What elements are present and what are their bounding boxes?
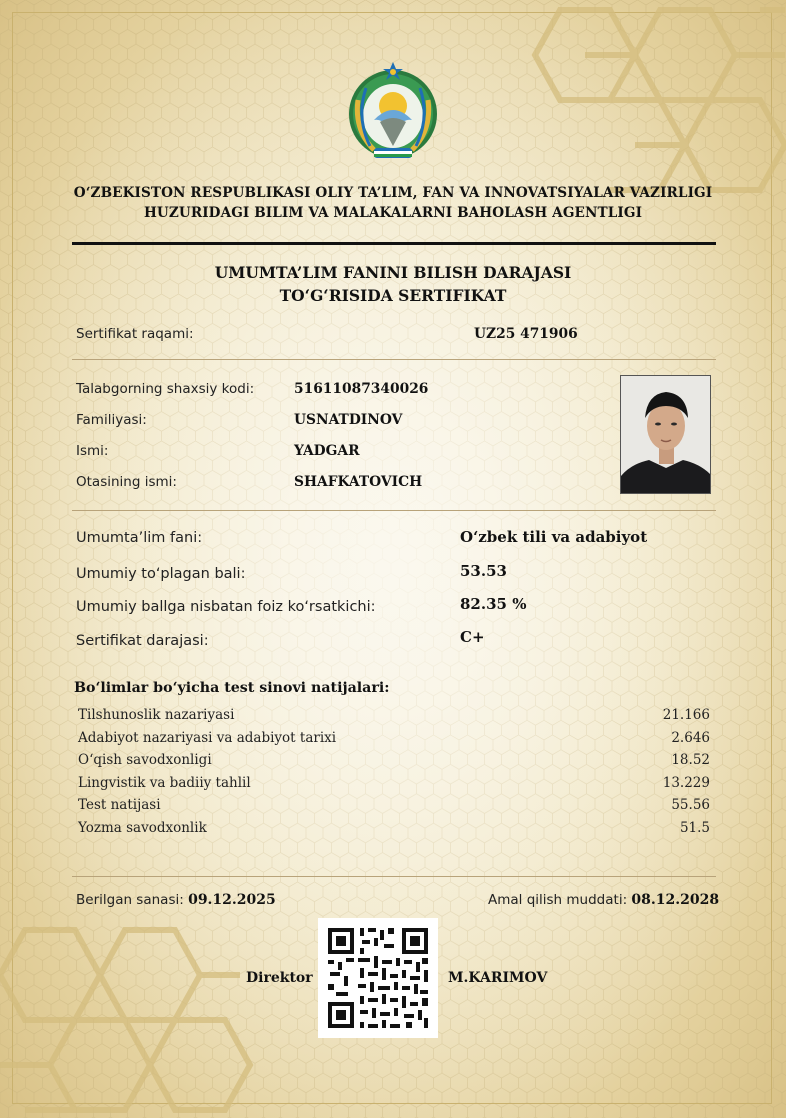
percent-value: 82.35 % (460, 595, 527, 613)
title-line-2: TO‘G‘RISIDA SERTIFIKAT (279, 286, 507, 305)
level-label: Sertifikat darajasi: (76, 633, 209, 649)
section-name: Test natijasi (78, 797, 161, 813)
total-score-label: Umumiy to‘plagan bali: (76, 566, 246, 582)
header-divider (72, 242, 716, 245)
section-score: 13.229 (662, 774, 710, 791)
section-score: 21.166 (662, 707, 710, 723)
issue-date-value: 09.12.2025 (188, 892, 276, 908)
director-name: M.KARIMOV (448, 970, 548, 986)
portrait-photo (620, 375, 711, 494)
subject-label: Umumta’lim fani: (76, 530, 203, 546)
divider-1 (72, 359, 716, 360)
valid-until-label: Amal qilish muddati: (488, 892, 628, 908)
issue-date (76, 892, 276, 908)
section-score: 55.56 (671, 797, 710, 813)
section-row (78, 794, 710, 817)
subject-value: O‘zbek tili va adabiyot (460, 528, 648, 546)
section-row (78, 817, 710, 840)
level-value: C+ (460, 628, 485, 646)
section-score: 51.5 (679, 819, 710, 836)
section-name: O‘qish savodxonligi (78, 752, 212, 768)
ornament-bottom-left (0, 880, 270, 1118)
section-score: 2.646 (671, 729, 710, 746)
ministry-line-1: O‘ZBEKISTON RESPUBLIKASI OLIY TA’LIM, FAN VA INNOVATSIYALAR VAZIRLIGI (73, 185, 713, 201)
surname-label: Familiyasi: (76, 412, 147, 428)
section-name: Tilshunoslik nazariyasi (78, 707, 235, 723)
total-score-value: 53.53 (460, 562, 507, 580)
qr-code-icon[interactable] (318, 918, 438, 1038)
title-line-1: UMUMTA’LIM FANINI BILISH DARAJASI (214, 263, 572, 282)
valid-until-value: 08.12.2028 (631, 892, 720, 908)
section-row (78, 704, 710, 727)
first-name-value: YADGAR (294, 443, 360, 459)
surname-value: USNATDINOV (294, 412, 403, 428)
patronymic-value: SHAFKATOVICH (294, 474, 423, 490)
divider-3 (72, 876, 716, 877)
section-name: Lingvistik va badiiy tahlil (78, 774, 251, 791)
issue-date-label: Berilgan sanasi: (76, 892, 184, 908)
director-label: Direktor (246, 970, 313, 986)
section-results-list (78, 704, 710, 839)
first-name-label: Ismi: (76, 443, 109, 459)
section-row (78, 749, 710, 772)
divider-2 (72, 510, 716, 511)
certificate-number-label: Sertifikat raqami: (76, 326, 194, 342)
state-emblem-icon (344, 60, 442, 164)
section-name: Adabiyot nazariyasi va adabiyot tarixi (78, 729, 337, 746)
section-row (78, 772, 710, 795)
personal-id-label: Talabgorning shaxsiy kodi: (76, 381, 255, 397)
personal-id-value: 51611087340026 (294, 381, 429, 397)
section-score: 18.52 (671, 752, 710, 768)
percent-label: Umumiy ballga nisbatan foiz ko‘rsatkichi: (76, 599, 376, 615)
valid-until (488, 892, 719, 908)
section-row (78, 727, 710, 750)
sections-heading: Bo‘limlar bo‘yicha test sinovi natijalari: (74, 680, 390, 696)
patronymic-label: Otasining ismi: (76, 474, 177, 490)
section-name: Yozma savodxonlik (78, 819, 207, 836)
certificate-number-value: UZ25 471906 (474, 326, 578, 342)
ministry-line-2: HUZURIDAGI BILIM VA MALAKALARNI BAHOLASH AGENTLIGI (143, 205, 643, 221)
